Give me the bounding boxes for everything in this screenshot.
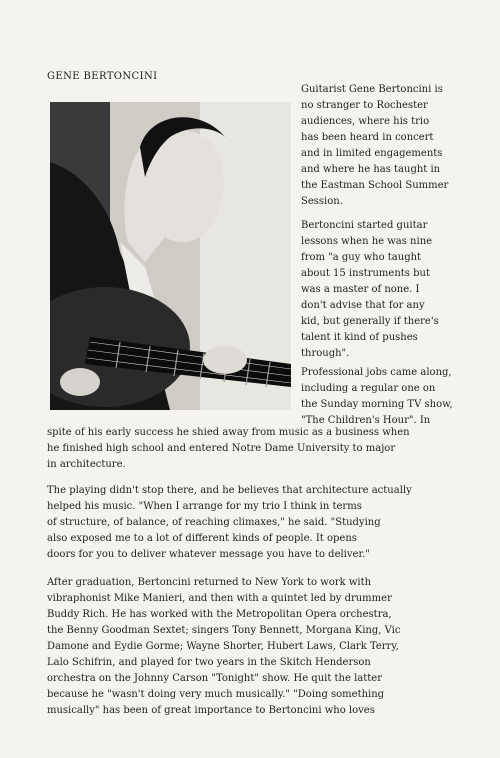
- text-line: and in limited engagements: [301, 148, 443, 159]
- text-line: kid, but generally if there's: [301, 316, 439, 327]
- text-line: The playing didn't stop there, and he believes that architecture actually: [47, 485, 412, 496]
- text-line: lessons when he was nine: [301, 236, 433, 247]
- text-line: Guitarist Gene Bertoncini is: [301, 84, 443, 95]
- text-line: the Eastman School Summer: [301, 180, 449, 191]
- text-line: spite of his early success he shied away from music as a business when: [47, 427, 410, 438]
- text-line: Session.: [301, 196, 343, 207]
- paragraph: [301, 218, 471, 362]
- guitarist-photo: [50, 102, 291, 410]
- side-column-p1: [301, 82, 471, 210]
- text-line: about 15 instruments but: [301, 268, 430, 279]
- text-line: Damone and Eydie Gorme; Wayne Shorter, Hubert Laws, Clark Terry,: [47, 641, 399, 652]
- text-line: "The Children's Hour". In: [301, 415, 431, 426]
- text-line: musically" has been of great importance to Bertoncini who loves: [47, 705, 375, 716]
- text-line: and where he has taught in: [301, 164, 441, 175]
- text-line: because he "wasn't doing very much musically." "Doing something: [47, 689, 385, 700]
- text-line: vibraphonist Mike Manieri, and then with a quintet led by drummer: [47, 593, 392, 604]
- side-column-p3: [301, 365, 476, 429]
- text-line: After graduation, Bertoncini returned to New York to work with: [47, 577, 372, 588]
- text-line: no stranger to Rochester: [301, 100, 428, 111]
- side-column-p2: [301, 218, 471, 362]
- text-line: talent it kind of pushes: [301, 332, 418, 343]
- text-line: audiences, where his trio: [301, 116, 430, 127]
- text-line: was a master of none. I: [301, 284, 420, 295]
- paragraph: [301, 365, 476, 429]
- article-heading: GENE BERTONCINI: [47, 71, 158, 82]
- text-line: from "a guy who taught: [301, 252, 422, 263]
- text-line: of structure, of balance, of reaching climaxes," he said. "Studying: [47, 517, 381, 528]
- text-line: helped his music. "When I arrange for my trio I think in terms: [47, 501, 362, 512]
- text-line: has been heard in concert: [301, 132, 434, 143]
- paragraph: [301, 82, 471, 210]
- text-line: orchestra on the Johnny Carson "Tonight" show. He quit the latter: [47, 673, 382, 684]
- text-line: don't advise that for any: [301, 300, 425, 311]
- text-line: the Sunday morning TV show,: [301, 399, 453, 410]
- text-line: Buddy Rich. He has worked with the Metropolitan Opera orchestra,: [47, 609, 392, 620]
- text-line: Bertoncini started guitar: [301, 220, 428, 231]
- text-line: the Benny Goodman Sextet; singers Tony Bennett, Morgana King, Vic: [47, 625, 401, 636]
- text-line: through".: [301, 348, 350, 359]
- text-line: in architecture.: [47, 459, 126, 470]
- text-line: including a regular one on: [301, 383, 436, 394]
- text-line: he finished high school and entered Notre Dame University to major: [47, 443, 396, 454]
- text-line: Professional jobs came along,: [301, 367, 452, 378]
- text-line: also exposed me to a lot of different kinds of people. It opens: [47, 533, 357, 544]
- text-line: doors for you to deliver whatever message you have to deliver.": [47, 549, 370, 560]
- text-line: Lalo Schifrin, and played for two years in the Skitch Henderson: [47, 657, 371, 668]
